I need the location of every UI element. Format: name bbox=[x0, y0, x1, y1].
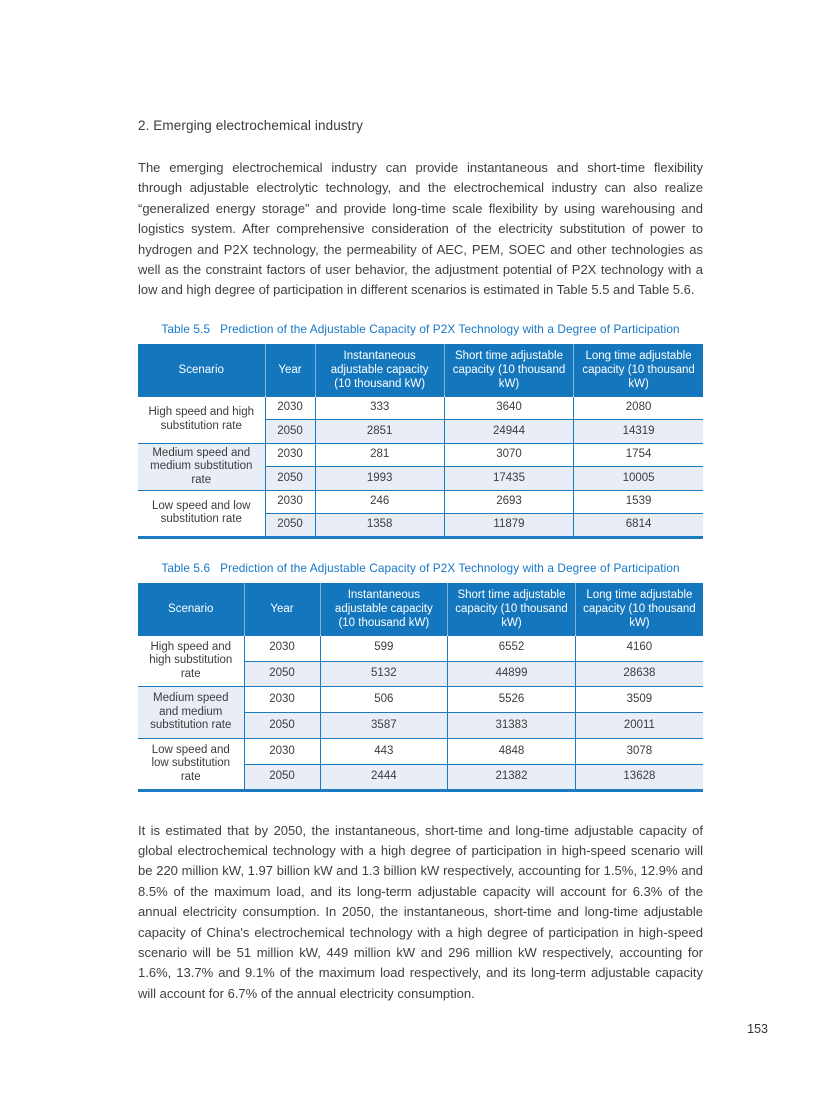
scenario-cell: High speed and high substitution rate bbox=[138, 635, 244, 687]
year-cell: 2030 bbox=[265, 396, 315, 420]
year-cell: 2030 bbox=[244, 739, 320, 765]
column-header: Short time adjustable capacity (10 thousand kW) bbox=[448, 583, 576, 636]
value-cell: 3509 bbox=[575, 687, 703, 713]
value-cell: 2444 bbox=[320, 764, 448, 790]
column-header: Short time adjustable capacity (10 thousand kW) bbox=[444, 344, 573, 397]
table-row bbox=[138, 396, 703, 420]
table-5-6-caption bbox=[138, 561, 703, 575]
year-cell: 2030 bbox=[265, 490, 315, 514]
value-cell: 506 bbox=[320, 687, 448, 713]
value-cell: 2693 bbox=[444, 490, 573, 514]
column-header: Year bbox=[265, 344, 315, 397]
value-cell: 1754 bbox=[574, 443, 703, 467]
value-cell: 333 bbox=[315, 396, 444, 420]
value-cell: 246 bbox=[315, 490, 444, 514]
column-header: Scenario bbox=[138, 583, 244, 636]
value-cell: 3640 bbox=[444, 396, 573, 420]
column-header: Instantaneous adjustable capacity (10 thousand kW) bbox=[315, 344, 444, 397]
scenario-cell: Medium speed and medium substitution rate bbox=[138, 687, 244, 739]
value-cell: 13628 bbox=[575, 764, 703, 790]
value-cell: 1539 bbox=[574, 490, 703, 514]
value-cell: 44899 bbox=[448, 661, 576, 687]
value-cell: 11879 bbox=[444, 514, 573, 538]
table-row bbox=[138, 635, 703, 661]
scenario-cell: Low speed and low substitution rate bbox=[138, 739, 244, 791]
column-header: Long time adjustable capacity (10 thousand kW) bbox=[575, 583, 703, 636]
table-caption-label: Table 5.6 bbox=[161, 560, 211, 575]
year-cell: 2030 bbox=[265, 443, 315, 467]
year-cell: 2050 bbox=[244, 764, 320, 790]
value-cell: 3078 bbox=[575, 739, 703, 765]
value-cell: 14319 bbox=[574, 420, 703, 444]
closing-paragraph: It is estimated that by 2050, the instantaneous, short-time and long-time adjustable capacity of global electrochemical technology with a high degree of participation in high-speed scenario will be 220 million kW, 1.97 billion kW and 1.3 billion kW respectively, accounting for 1.5%, 12.9% and 8.5% of the maximum load, and its long-term adjustable capacity will account for 6.3% of the annual electricity consumption. In 2050, the instantaneous, short-time and long-time adjustable capacity of China's electrochemical technology with a high degree of participation in high-speed scenario will be 51 million kW, 449 million kW and 296 million kW respectively, accounting for 1.6%, 13.7% and 9.1% of the maximum load respectively, and its long-term adjustable capacity will account for 6.7% of the annual electricity consumption. bbox=[138, 822, 703, 1001]
year-cell: 2050 bbox=[265, 420, 315, 444]
value-cell: 17435 bbox=[444, 467, 573, 491]
column-header: Long time adjustable capacity (10 thousand kW) bbox=[574, 344, 703, 397]
value-cell: 2851 bbox=[315, 420, 444, 444]
table-row bbox=[138, 739, 703, 765]
value-cell: 443 bbox=[320, 739, 448, 765]
table-row bbox=[138, 687, 703, 713]
table-caption-text: Prediction of the Adjustable Capacity of P2X Technology with a Degree of Participation bbox=[220, 560, 680, 575]
value-cell: 5132 bbox=[320, 661, 448, 687]
table-5-5-caption bbox=[138, 322, 703, 336]
value-cell: 3070 bbox=[444, 443, 573, 467]
value-cell: 599 bbox=[320, 635, 448, 661]
scenario-cell: Medium speed and medium substitution rate bbox=[138, 443, 265, 490]
value-cell: 6814 bbox=[574, 514, 703, 538]
section-heading: 2. Emerging electrochemical industry bbox=[138, 118, 363, 133]
year-cell: 2050 bbox=[244, 661, 320, 687]
year-cell: 2050 bbox=[244, 713, 320, 739]
value-cell: 21382 bbox=[448, 764, 576, 790]
year-cell: 2030 bbox=[244, 687, 320, 713]
column-header: Year bbox=[244, 583, 320, 636]
p2x-capacity-table-5-5 bbox=[138, 344, 703, 539]
value-cell: 5526 bbox=[448, 687, 576, 713]
value-cell: 24944 bbox=[444, 420, 573, 444]
value-cell: 20011 bbox=[575, 713, 703, 739]
year-cell: 2030 bbox=[244, 635, 320, 661]
value-cell: 1993 bbox=[315, 467, 444, 491]
value-cell: 4848 bbox=[448, 739, 576, 765]
column-header: Scenario bbox=[138, 344, 265, 397]
value-cell: 28638 bbox=[575, 661, 703, 687]
scenario-cell: High speed and high substitution rate bbox=[138, 396, 265, 443]
column-header: Instantaneous adjustable capacity (10 thousand kW) bbox=[320, 583, 448, 636]
scenario-cell: Low speed and low substitution rate bbox=[138, 490, 265, 537]
intro-paragraph: The emerging electrochemical industry can provide instantaneous and short-time flexibility through adjustable electrolytic technology, and the electrochemical industry can also realize “generalized energy storage” and provide long-time scale flexibility by using warehousing and logistics system. After comprehensive consideration of the electricity substitution of power to hydrogen and P2X technology, the permeability of AEC, PEM, SOEC and other technologies as well as the constraint factors of user behavior, the adjustment potential of P2X technology with a low and high degree of participation in different scenarios is estimated in Table 5.5 and Table 5.6. bbox=[138, 160, 703, 298]
value-cell: 2080 bbox=[574, 396, 703, 420]
table-caption-text: Prediction of the Adjustable Capacity of P2X Technology with a Degree of Participation bbox=[220, 321, 680, 336]
table-header-row bbox=[138, 344, 703, 397]
table-header-row bbox=[138, 583, 703, 636]
table-row bbox=[138, 490, 703, 514]
p2x-capacity-table-5-6 bbox=[138, 583, 703, 792]
value-cell: 6552 bbox=[448, 635, 576, 661]
value-cell: 1358 bbox=[315, 514, 444, 538]
value-cell: 31383 bbox=[448, 713, 576, 739]
year-cell: 2050 bbox=[265, 467, 315, 491]
value-cell: 3587 bbox=[320, 713, 448, 739]
year-cell: 2050 bbox=[265, 514, 315, 538]
table-caption-label: Table 5.5 bbox=[161, 321, 211, 336]
table-row bbox=[138, 443, 703, 467]
value-cell: 4160 bbox=[575, 635, 703, 661]
value-cell: 281 bbox=[315, 443, 444, 467]
value-cell: 10005 bbox=[574, 467, 703, 491]
page-number: 153 bbox=[747, 1022, 768, 1036]
page-content bbox=[138, 118, 703, 1004]
